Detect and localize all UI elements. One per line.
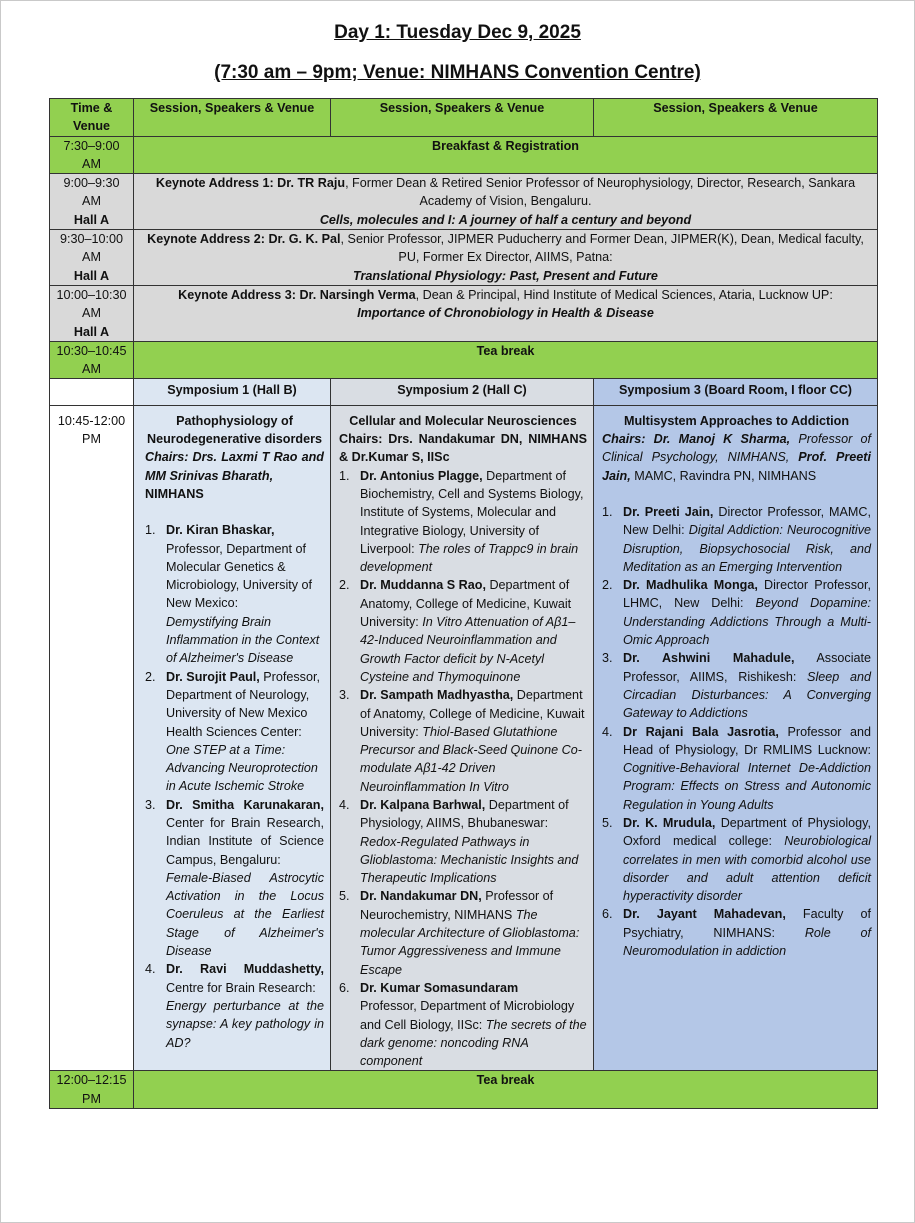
s2-speaker-4: 4. Dr. Kalpana Barhwal, Department of Physiology, AIIMS, Bhubaneswar: Redox-Regulated Pathways in Glioblastoma: Mechanistic Insights and Therapeutic Implications [339, 797, 579, 886]
symposia-row [50, 405, 878, 1071]
symposium-2-speakers [339, 467, 587, 1071]
s3-speaker-2: 2. Dr. Madhulika Monga, Director Professor, LHMC, New Delhi: Beyond Dopamine: Understanding Addictions Through a Multi-Omic Approach [602, 578, 872, 648]
s2-speaker-3: 3. Dr. Sampath Madhyastha, Department of Anatomy, College of Medicine, Kuwait University: Thiol-Based Glutathione Precursor and Black-Seed Quinone Co-modulate Aβ1-42 Driven Neuroinflammation In Vitro [339, 688, 585, 794]
header-col-2: Session, Speakers & Venue [331, 99, 594, 137]
symposium-1-speakers [145, 521, 324, 1052]
keynote-3-talk: Importance of Chronobiology in Health & Disease [357, 306, 654, 321]
keynote-2-hall: Hall A [73, 268, 110, 283]
keynote-2-time: 9:30–10:00 AM Hall A [50, 230, 134, 286]
s3-speaker-6: 6. Dr. Jayant Mahadevan, Faculty of Psychiatry, NIMHANS: Role of Neuromodulation in addiction [602, 907, 872, 959]
s2-speaker-5: 5. Dr. Nandakumar DN, Professor of Neurochemistry, NIMHANS The molecular Architecture of Glioblastoma: Tumor Aggressiveness and Immune Escape [339, 889, 580, 977]
keynote-3-info: Keynote Address 3: Dr. Narsingh Verma, Dean & Principal, Hind Institute of Medical Sciences, Ataria, Lucknow UP: Importance of Chronobiology in Health & Disease [134, 285, 878, 341]
keynote-1-info: Keynote Address 1: Dr. TR Raju, Former Dean & Retired Senior Professor of Neurophysiology, Director, Research, Sankara Academy of Vision, Bengaluru. Cells, molecules and I: A journey of half a century and beyond [134, 174, 878, 230]
keynote-2-info: Keynote Address 2: Dr. G. K. Pal, Senior Professor, JIPMER Puducherry and Former Dean, JIPMER(K), Dean, Medical faculty, PU, Former Ex Director, AIIMS, Patna: Translational Physiology: Past, Present and Future [134, 230, 878, 286]
s1-speaker-2: 2. Dr. Surojit Paul, Professor, Department of Neurology, University of New Mexico Health Sciences Center: One STEP at a Time: Advancing Neuroprotection in Acute Ischemic Stroke [145, 669, 320, 794]
keynote-3-label: Keynote Address 3: Dr. Narsingh Verma [178, 287, 416, 302]
s1-speaker-4: 4. Dr. Ravi Muddashetty, Centre for Brain Research: Energy perturbance at the synapse: A key pathology in AD? [145, 962, 324, 1050]
symposium-1-head: Symposium 1 (Hall B) [134, 379, 331, 405]
symposium-2-head: Symposium 2 (Hall C) [331, 379, 594, 405]
symposia-time: 10:45-12:00 PM [50, 405, 134, 1071]
s2-speaker-1: 1. Dr. Antonius Plagge, Department of Biochemistry, Cell and Systems Biology, Institute of Systems, Molecular and Integrative Biology, University of Liverpool: The roles of Trappc9 in brain development [339, 468, 584, 575]
tea-break-2-time: 12:00–12:15 PM [50, 1071, 134, 1109]
s3-speaker-3: 3. Dr. Ashwini Mahadule, Associate Professor, AIIMS, Rishikesh: Sleep and Circadian Disturbances: A Converging Gateway to Addictions [602, 651, 872, 721]
header-col-3: Session, Speakers & Venue [594, 99, 878, 137]
keynote-2-label: Keynote Address 2: Dr. G. K. Pal [147, 232, 341, 247]
symposium-1-chairs: Chairs: Drs. Laxmi T Rao and MM Srinivas Bharath, [145, 450, 324, 483]
breakfast-label: Breakfast & Registration [134, 136, 878, 174]
s3-speaker-1: 1. Dr. Preeti Jain, Director Professor, MAMC, New Delhi: Digital Addiction: Neurocognitive Disruption, Biopsychosocial Risk, and Meditation as an Emerging Intervention [602, 504, 872, 574]
tea-break-1-row [50, 341, 878, 379]
breakfast-time: 7:30–9:00 AM [50, 136, 134, 174]
symposium-3-title: Multisystem Approaches to Addiction [623, 413, 850, 428]
keynote-2-row [50, 230, 878, 286]
s1-speaker-3: 3. Dr. Smitha Karunakaran, Center for Brain Research, Indian Institute of Science Campus, Bengaluru: Female-Biased Astrocytic Activation in the Locus Coeruleus at the Earliest Stage of Alzheimer's Disease [145, 797, 324, 959]
keynote-1-talk: Cells, molecules and I: A journey of half a century and beyond [319, 212, 692, 227]
s1-speaker-1: 1. Dr. Kiran Bhaskar, Professor, Department of Molecular Genetics & Microbiology, University of New Mexico: Demystifying Brain Inflammation in the Context of Alzheimer's Disease [145, 523, 320, 666]
keynote-1-hall: Hall A [73, 212, 110, 227]
keynote-2-talk: Translational Physiology: Past, Present and Future [353, 268, 658, 283]
tea-break-1-time: 10:30–10:45 AM [50, 341, 134, 379]
breakfast-row [50, 136, 878, 174]
symposium-head-row [50, 379, 878, 405]
tea-break-1-label: Tea break [134, 341, 878, 379]
day-subtitle: (7:30 am – 9pm; Venue: NIMHANS Convention Centre) [214, 62, 701, 83]
symposium-2-chairs: Chairs: Drs. Nandakumar DN, NIMHANS & Dr.Kumar S, IISc [339, 432, 587, 465]
symposium-2-title: Cellular and Molecular Neurosciences [349, 413, 577, 428]
keynote-3-row [50, 285, 878, 341]
symposium-2-cell [331, 405, 594, 1071]
s3-speaker-5: 5. Dr. K. Mrudula, Department of Physiology, Oxford medical college: Neurobiological correlates in men with comorbid alcohol use disorder and adult attention deficit hyperactivity disorder [602, 815, 872, 904]
keynote-1-label: Keynote Address 1: Dr. TR Raju [155, 176, 346, 191]
day-title: Day 1: Tuesday Dec 9, 2025 [334, 22, 581, 43]
symposium-1-cell [134, 405, 331, 1071]
keynote-3-time: 10:00–10:30 AM Hall A [50, 285, 134, 341]
symposium-1-title: Pathophysiology of Neurodegenerative disorders [147, 413, 322, 447]
header-row [50, 99, 878, 137]
header-col-1: Session, Speakers & Venue [134, 99, 331, 137]
keynote-3-hall: Hall A [73, 324, 110, 339]
keynote-1-time: 9:00–9:30 AM Hall A [50, 174, 134, 230]
tea-break-2-row [50, 1071, 878, 1109]
keynote-1-row [50, 174, 878, 230]
symposium-3-cell [594, 405, 878, 1071]
s2-speaker-6: 6. Dr. Kumar Somasundaram Professor, Department of Microbiology and Cell Biology, IISc: The secrets of the dark genome: noncoding RNA component [339, 980, 587, 1069]
symposium-3-speakers [602, 503, 871, 960]
header-time: Time & Venue [50, 99, 134, 137]
symposium-3-head: Symposium 3 (Board Room, I floor CC) [594, 379, 878, 405]
symposium-head-blank [50, 379, 134, 405]
tea-break-2-label: Tea break [134, 1071, 878, 1109]
symposium-3-chairs: Chairs: Dr. Manoj K Sharma, Professor of Clinical Psychology, NIMHANS, Prof. Preeti Jain, MAMC, Ravindra PN, NIMHANS [602, 432, 871, 483]
s3-speaker-4: 4. Dr Rajani Bala Jasrotia, Professor and Head of Physiology, Dr RMLIMS Lucknow: Cognitive-Behavioral Internet De-Addiction Program: Effects on Stress and Autonomic Regulation in Young Adults [602, 724, 871, 812]
schedule-table [49, 98, 878, 1109]
s2-speaker-2: 2. Dr. Muddanna S Rao, Department of Anatomy, College of Medicine, Kuwait University: In Vitro Attenuation of Aβ1–42-Induced Neuroinflammation and Growth Factor deficit by N-Acetyl Cysteine and Thymoquinone [339, 578, 576, 684]
symposium-1-chairs-inst: NIMHANS [145, 486, 204, 501]
